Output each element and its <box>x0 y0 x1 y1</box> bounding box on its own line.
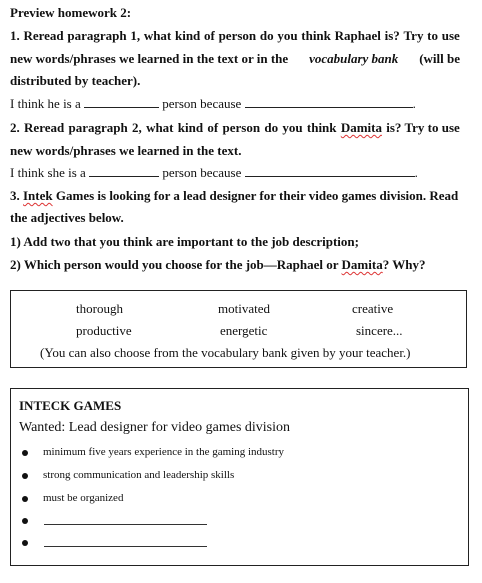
adjective-thorough: thorough <box>76 301 123 316</box>
q1-word: 1, <box>130 28 141 43</box>
q1-word: Try <box>403 28 424 43</box>
q2-word: paragraph <box>68 120 128 135</box>
bullet-icon <box>22 473 28 479</box>
q1-word: 1. <box>10 28 20 43</box>
answer-1-mid: person because <box>162 96 242 111</box>
answer-2-mid: person because <box>162 165 242 180</box>
q1-word: person <box>218 28 257 43</box>
job-requirement-blank-line[interactable] <box>44 546 207 547</box>
q1-word: is? <box>384 28 400 43</box>
q1-word: do <box>259 28 274 43</box>
answer-1-blank-trait[interactable] <box>84 96 159 108</box>
question-1-line-1 <box>10 28 460 44</box>
job-requirement-text: minimum five years experience in the gaming industry <box>43 446 285 458</box>
adjective-motivated: motivated <box>218 301 270 316</box>
question-3-number: 3. <box>10 188 20 203</box>
bullet-icon <box>22 540 28 546</box>
q2-word: what <box>146 120 174 135</box>
q1-word: of <box>204 28 215 43</box>
bullet-icon <box>22 450 28 456</box>
question-1-line-2-end: (will be <box>419 51 460 66</box>
q2-word: person <box>222 120 261 135</box>
adjectives-note: (You can also choose from the vocabulary bank given by your teacher.) <box>40 345 411 360</box>
q2-word: of <box>207 120 219 135</box>
answer-2-blank-trait[interactable] <box>89 165 159 177</box>
answer-2-blank-reason[interactable] <box>245 165 415 177</box>
question-1-line-2 <box>10 51 460 67</box>
q1-word: Raphael <box>334 28 381 43</box>
question-3-sub-2 <box>10 257 425 273</box>
q2-word: 2, <box>132 120 142 135</box>
q1-word: you <box>277 28 298 43</box>
question-1-answer <box>10 96 416 112</box>
question-3-sub-2-post: ? Why? <box>382 257 426 272</box>
q1-word: kind <box>174 28 201 43</box>
damita-name: Damita <box>341 257 383 272</box>
q1-word: paragraph <box>67 28 127 43</box>
answer-1-start: I think he is a <box>10 96 81 111</box>
q1-word: Reread <box>23 28 64 43</box>
job-ad-title: INTECK GAMES <box>19 398 122 413</box>
job-ad-wanted: Wanted: Lead designer for video games division <box>19 420 291 435</box>
q2-word: kind <box>177 120 204 135</box>
question-3-sub-1: 1) Add two that you think are important to the job description; <box>10 234 359 249</box>
q1-word: what <box>143 28 172 43</box>
job-requirement-text: strong communication and leadership skills <box>43 469 235 481</box>
q2-word: do <box>264 120 279 135</box>
question-1-line-3: distributed by teacher). <box>10 73 141 88</box>
question-3-line-1 <box>10 188 458 204</box>
q1-word: think <box>301 28 331 43</box>
question-1-line-2-text: new words/phrases we learned in the text or in the <box>10 51 289 66</box>
job-requirement-text: must be organized <box>43 492 124 504</box>
answer-2-start: I think she is a <box>10 165 86 180</box>
vocabulary-bank-term: vocabulary bank <box>309 51 399 66</box>
answer-1-blank-reason[interactable] <box>245 96 413 108</box>
q2-word: think <box>306 120 337 135</box>
q1-word: use <box>441 28 460 43</box>
q2-word: Reread <box>24 120 65 135</box>
bullet-icon <box>22 496 28 502</box>
job-ad-box <box>10 388 469 566</box>
q2-word: you <box>282 120 303 135</box>
q1-word: to <box>427 28 439 43</box>
adjective-productive: productive <box>76 323 132 338</box>
adjective-creative: creative <box>352 301 394 316</box>
question-2-line-2: new words/phrases we learned in the text. <box>10 143 242 158</box>
question-2-answer <box>10 165 418 181</box>
job-requirement-blank-line[interactable] <box>44 524 207 525</box>
answer-1-end: . <box>412 96 416 111</box>
adjectives-box <box>10 290 467 368</box>
question-3-line-2: the adjectives below. <box>10 210 124 225</box>
question-3-line-1-tail: Games is looking for a lead designer for their video games division. Read <box>55 188 459 203</box>
damita-name: Damita <box>340 120 382 135</box>
q2-word: 2. <box>10 120 20 135</box>
question-2-line-1 <box>10 120 460 136</box>
adjective-energetic: energetic <box>220 323 268 338</box>
question-3-sub-2-pre: 2) Which person would you choose for the job—Raphael or <box>10 257 339 272</box>
answer-2-end: . <box>414 165 418 180</box>
bullet-icon <box>22 518 28 524</box>
company-name-misspelled: Intek <box>23 188 53 203</box>
page-title: Preview homework 2: <box>10 5 132 20</box>
question-2-line-1-tail: is? Try to use <box>386 120 460 135</box>
adjective-sincere: sincere... <box>356 323 403 338</box>
